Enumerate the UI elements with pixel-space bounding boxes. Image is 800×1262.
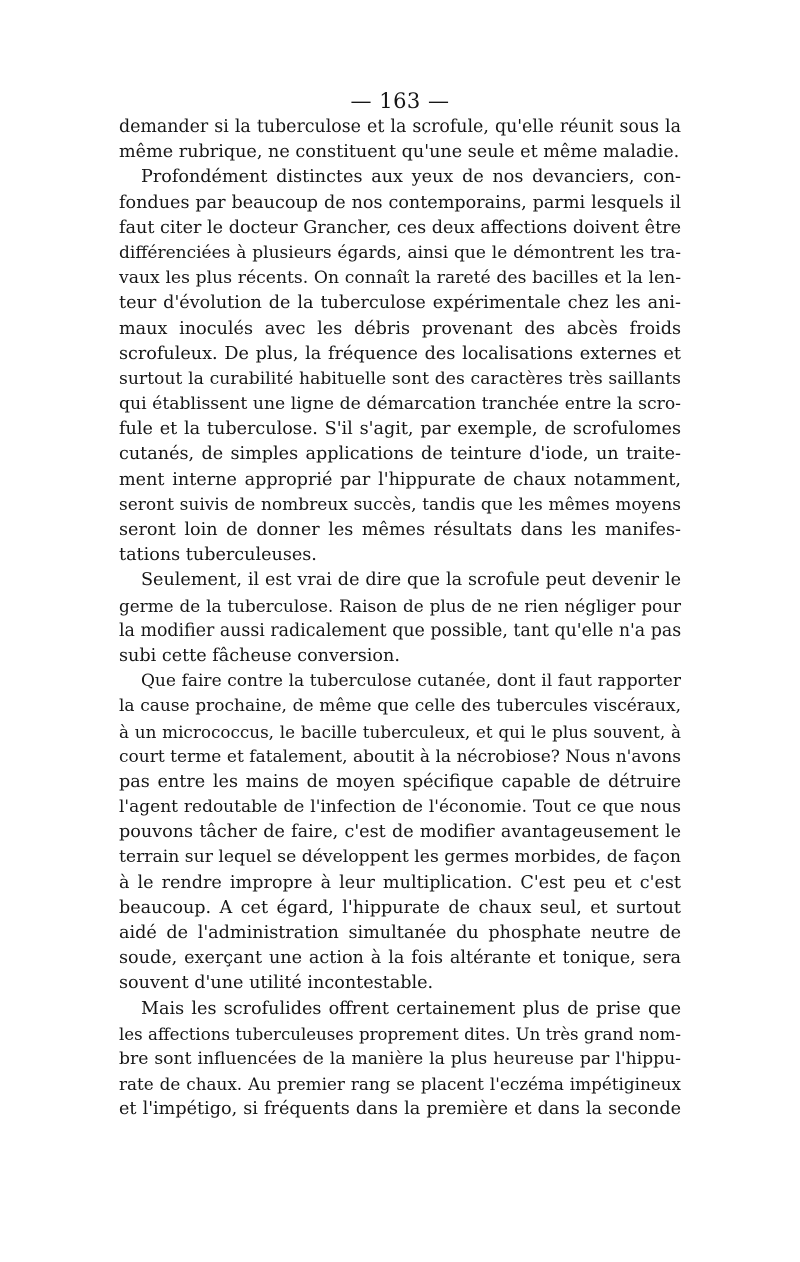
text-line: les affections tuberculeuses proprement dites. Un très grand nom-	[119, 1024, 681, 1044]
text-line: et l'impétigo, si fréquents dans la première et dans la seconde	[119, 1099, 681, 1120]
text-line: vaux les plus récents. On connaît la rareté des bacilles et la len-	[119, 268, 681, 289]
text-line: différenciées à plusieurs égards, ainsi que le démontrent les tra-	[119, 242, 681, 263]
body-text	[119, 115, 681, 1123]
text-line: germe de la tuberculose. Raison de plus de ne rien négliger pour	[119, 595, 681, 616]
paragraph-start-line: Mais les scrofulides offrent certainement plus de prise que	[141, 998, 681, 1019]
text-line: beaucoup. A cet égard, l'hippurate de chaux seul, et surtout	[119, 897, 681, 918]
text-line: maux inoculés avec les débris provenant des abcès froids	[119, 318, 681, 339]
text-line: ment interne approprié par l'hippurate de chaux notamment,	[119, 469, 681, 490]
text-line: scrofuleux. De plus, la fréquence des localisations externes et	[119, 343, 681, 364]
text-line: fule et la tuberculose. S'il s'agit, par exemple, de scrofulomes	[119, 419, 681, 440]
text-line: même rubrique, ne constituent qu'une seule et même maladie.	[119, 142, 680, 163]
text-line: cutanés, de simples applications de teinture d'iode, un traite-	[119, 444, 681, 465]
text-line: terrain sur lequel se développent les germes morbides, de façon	[119, 847, 681, 868]
text-line: teur d'évolution de la tuberculose expérimentale chez les ani-	[119, 293, 681, 314]
paragraph-start-line: Seulement, il est vrai de dire que la scrofule peut devenir le	[141, 570, 681, 591]
text-line: court terme et fatalement, aboutit à la nécrobiose? Nous n'avons	[119, 746, 681, 767]
text-line: l'agent redoutable de l'infection de l'économie. Tout ce que nous	[119, 797, 681, 818]
paragraph-start-line: Que faire contre la tuberculose cutanée, dont il faut rapporter	[141, 671, 681, 692]
text-line: subi cette fâcheuse conversion.	[119, 645, 400, 666]
text-line: rate de chaux. Au premier rang se placent l'eczéma impétigineux	[119, 1074, 681, 1095]
text-line: souvent d'une utilité incontestable.	[119, 973, 434, 994]
text-line: fondues par beaucoup de nos contemporains, parmi lesquels il	[119, 192, 681, 213]
text-line: pouvons tâcher de faire, c'est de modifier avantageusement le	[119, 822, 681, 843]
text-line: surtout la curabilité habituelle sont des caractères très saillants	[119, 368, 681, 389]
text-line: pas entre les mains de moyen spécifique capable de détruire	[119, 771, 681, 792]
text-line: qui établissent une ligne de démarcation tranchée entre la scro-	[119, 394, 681, 415]
text-line: aidé de l'administration simultanée du phosphate neutre de	[119, 923, 681, 943]
text-line: tations tuberculeuses.	[119, 545, 317, 566]
text-line: seront loin de donner les mêmes résultats dans les manifes-	[119, 520, 681, 540]
text-line: faut citer le docteur Grancher, ces deux affections doivent être	[119, 217, 681, 238]
text-line: bre sont influencées de la manière la plus heureuse par l'hippu-	[119, 1048, 681, 1069]
text-line: la modifier aussi radicalement que possible, tant qu'elle n'a pas	[119, 620, 682, 641]
text-line: demander si la tuberculose et la scrofule, qu'elle réunit sous la	[119, 117, 681, 137]
text-line: à un micrococcus, le bacille tuberculeux, et qui le plus souvent, à	[119, 721, 681, 742]
text-line: la cause prochaine, de même que celle des tubercules viscéraux,	[119, 696, 681, 717]
text-line: à le rendre impropre à leur multiplication. C'est peu et c'est	[119, 872, 681, 893]
text-line: seront suivis de nombreux succès, tandis que les mêmes moyens	[119, 494, 681, 515]
paragraph-start-line: Profondément distinctes aux yeux de nos devanciers, con-	[141, 167, 681, 188]
text-line: soude, exerçant une action à la fois altérante et tonique, sera	[119, 948, 681, 969]
page-number: — 163 —	[350, 89, 450, 113]
